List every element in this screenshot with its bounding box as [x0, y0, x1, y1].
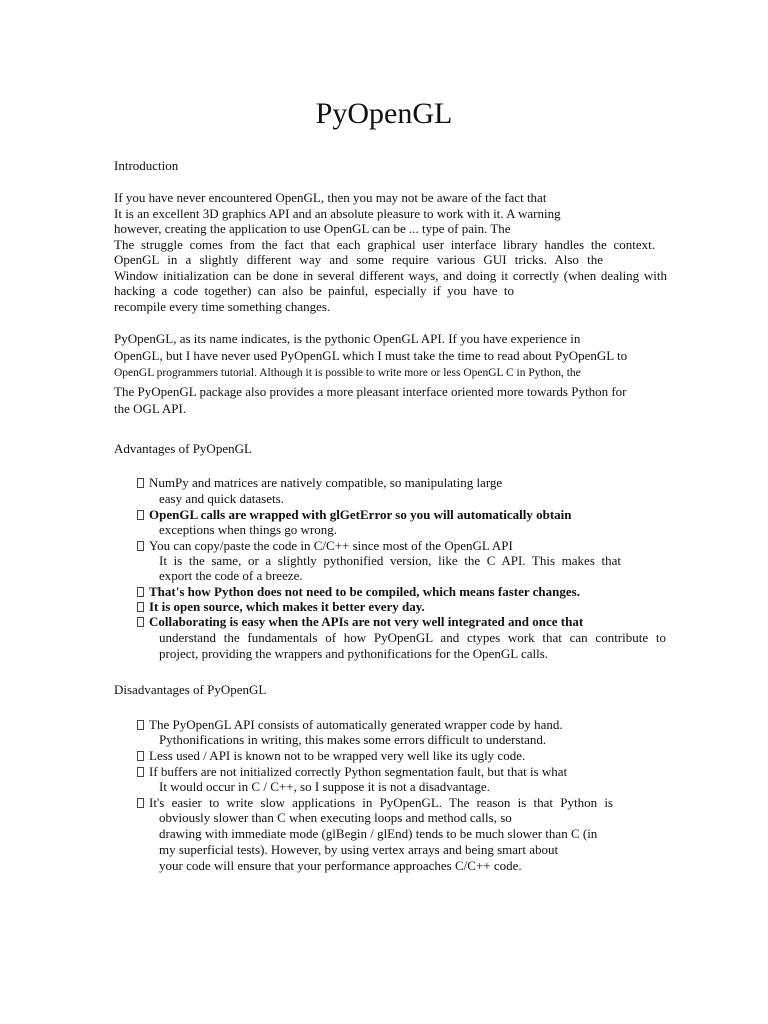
list-item	[137, 584, 580, 600]
list-item	[137, 475, 502, 491]
list-item	[137, 614, 583, 630]
bullet-icon	[137, 798, 144, 808]
list-item-text: It's easier to write slow applications in PyOpenGL. The reason is that Python is	[149, 795, 613, 810]
list-item-continuation: It would occur in C / C++, so I suppose it is not a disadvantage.	[159, 779, 490, 794]
list-item	[137, 748, 525, 764]
bullet-icon	[137, 478, 144, 488]
intro-line: It is an excellent 3D graphics API and an absolute pleasure to work with it. A warning	[114, 206, 561, 221]
para2-line: PyOpenGL, as its name indicates, is the pythonic OpenGL API. If you have experience in	[114, 331, 581, 346]
list-item-text: You can copy/paste the code in C/C++ since most of the OpenGL API	[149, 538, 513, 553]
list-item-text: OpenGL calls are wrapped with glGetError so you will automatically obtain	[149, 507, 572, 522]
bullet-icon	[137, 767, 144, 777]
list-item	[137, 764, 567, 780]
list-item-continuation: my superficial tests). However, by using vertex arrays and being smart about	[159, 842, 559, 857]
list-item	[137, 507, 572, 523]
list-item-continuation: Pythonifications in writing, this makes some errors difficult to understand.	[159, 732, 547, 747]
list-item-continuation: your code will ensure that your performance approaches C/C++ code.	[159, 858, 522, 873]
bullet-icon	[137, 751, 144, 761]
list-item-continuation: project, providing the wrappers and pythonifications for the OpenGL calls.	[159, 646, 549, 661]
intro-line: The struggle comes from the fact that each graphical user interface library handles the context.	[114, 237, 655, 252]
list-item	[137, 717, 563, 733]
list-item-continuation: export the code of a breeze.	[159, 568, 303, 583]
para2-line: the OGL API.	[114, 401, 187, 416]
list-item-text: Collaborating is easy when the APIs are not very well integrated and once that	[149, 614, 584, 629]
page-title: PyOpenGL	[315, 97, 453, 130]
bullet-icon	[137, 720, 144, 730]
list-item-continuation: It is the same, or a slightly pythonified version, like the C API. This makes that	[159, 553, 621, 568]
list-item	[137, 795, 613, 811]
bullet-icon	[137, 541, 144, 551]
intro-heading: Introduction	[114, 158, 179, 173]
intro-line: OpenGL in a slightly different way and some require various GUI tricks. Also the	[114, 252, 603, 267]
list-item-text: Less used / API is known not to be wrapped very well like its ugly code.	[149, 748, 526, 763]
list-item-text: The PyOpenGL API consists of automatically generated wrapper code by hand.	[149, 717, 563, 732]
list-item	[137, 599, 425, 615]
bullet-icon	[137, 510, 144, 520]
intro-line: If you have never encountered OpenGL, then you may not be aware of the fact that	[114, 190, 547, 205]
list-item-continuation: drawing with immediate mode (glBegin / glEnd) tends to be much slower than C (in	[159, 826, 598, 841]
list-item-continuation: obviously slower than C when executing loops and method calls, so	[159, 810, 512, 825]
list-item-text: That's how Python does not need to be compiled, which means faster changes.	[149, 584, 580, 599]
list-item-text: It is open source, which makes it better every day.	[149, 599, 425, 614]
list-item-continuation: understand the fundamentals of how PyOpenGL and ctypes work that can contribute to	[159, 630, 666, 645]
list-item-text: NumPy and matrices are natively compatible, so manipulating large	[149, 475, 503, 490]
list-item-continuation: easy and quick datasets.	[159, 491, 284, 506]
intro-line: recompile every time something changes.	[114, 299, 331, 314]
para2-line: OpenGL programmers tutorial. Although it is possible to write more or less OpenGL C in Python, the	[114, 367, 581, 379]
list-item	[137, 538, 513, 554]
para2-line: OpenGL, but I have never used PyOpenGL which I must take the time to read about PyOpenGL to	[114, 348, 628, 363]
advantages-heading: Advantages of PyOpenGL	[114, 441, 252, 456]
disadvantages-heading: Disadvantages of PyOpenGL	[114, 682, 267, 697]
para2-line: The PyOpenGL package also provides a more pleasant interface oriented more towards Python for	[114, 384, 627, 399]
intro-line: hacking a code together) can also be painful, especially if you have to	[114, 283, 514, 298]
bullet-icon	[137, 617, 144, 627]
intro-line: however, creating the application to use OpenGL can be ... type of pain. The	[114, 221, 511, 236]
list-item-continuation: exceptions when things go wrong.	[159, 522, 338, 537]
list-item-text: If buffers are not initialized correctly Python segmentation fault, but that is what	[149, 764, 568, 779]
bullet-icon	[137, 587, 144, 597]
intro-line: Window initialization can be done in several different ways, and doing it correctly (when dealing with	[114, 268, 667, 283]
bullet-icon	[137, 602, 144, 612]
